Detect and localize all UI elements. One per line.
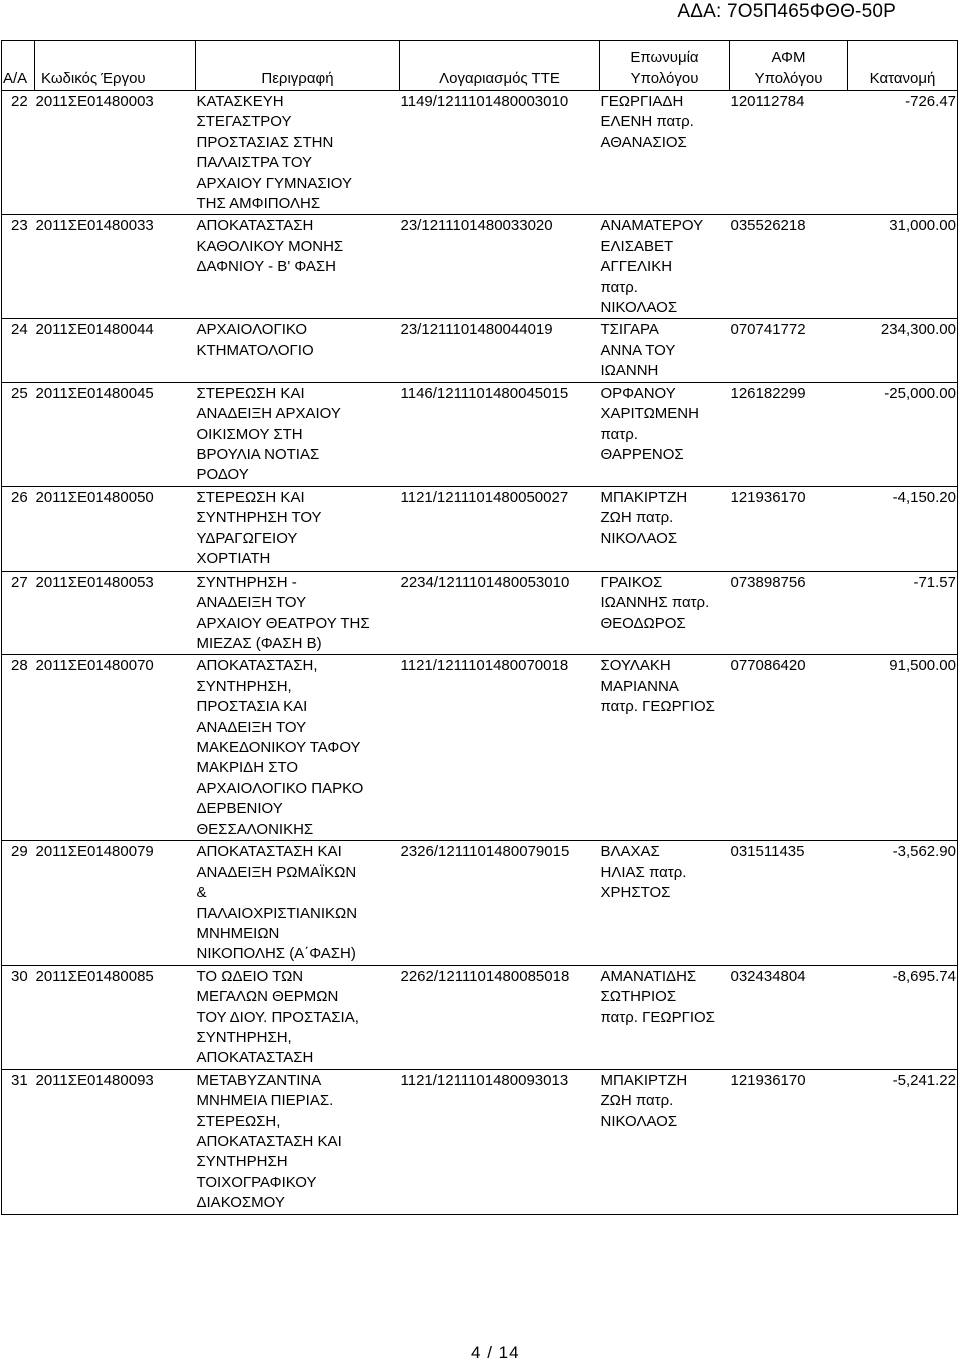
accountable-afm: 035526218	[730, 215, 848, 319]
row-number: 29	[2, 841, 35, 965]
tte-account: 2326/1211101480079015	[400, 841, 600, 965]
tte-account: 1121/1211101480093013	[400, 1069, 600, 1214]
project-description: ΑΠΟΚΑΤΑΣΤΑΣΗ ΚΑΘΟΛΙΚΟΥ ΜΟΝΗΣ ΔΑΦΝΙΟΥ - Β' ΦΑΣΗ	[196, 215, 400, 319]
tte-account: 2262/1211101480085018	[400, 965, 600, 1069]
accountable-afm: 070741772	[730, 319, 848, 382]
page-separator: /	[487, 1343, 493, 1362]
allocation-amount: 234,300.00	[848, 319, 958, 382]
page-total: 14	[498, 1343, 520, 1362]
project-code: 2011ΣΕ01480033	[35, 215, 196, 319]
accountable-name: ΓΡΑΙΚΟΣ ΙΩΑΝΝΗΣ πατρ. ΘΕΟΔΩΡΟΣ	[600, 571, 730, 655]
project-description: ΣΥΝΤΗΡΗΣΗ - ΑΝΑΔΕΙΞΗ ΤΟΥ ΑΡΧΑΙΟΥ ΘΕΑΤΡΟΥ ΤΗΣ ΜΙΕΖΑΣ (ΦΑΣΗ Β)	[196, 571, 400, 655]
table-row	[2, 571, 958, 655]
allocation-amount: -4,150.20	[848, 486, 958, 571]
allocation-amount: -5,241.22	[848, 1069, 958, 1214]
col-header-account: Λογαριασμός ΤΤΕ	[400, 41, 600, 91]
accountable-name: ΑΜΑΝΑΤΙΔΗΣ ΣΩΤΗΡΙΟΣ πατρ. ΓΕΩΡΓΙΟΣ	[600, 965, 730, 1069]
row-number: 31	[2, 1069, 35, 1214]
allocation-amount: -726.47	[848, 91, 958, 215]
accountable-afm: 121936170	[730, 1069, 848, 1214]
allocation-amount: -8,695.74	[848, 965, 958, 1069]
project-description: ΜΕΤΑΒΥΖΑΝΤΙΝΑ ΜΝΗΜΕΙΑ ΠΙΕΡΙΑΣ. ΣΤΕΡΕΩΣΗ, ΑΠΟΚΑΤΑΣΤΑΣΗ ΚΑΙ ΣΥΝΤΗΡΗΣΗ ΤΟΙΧΟΓΡΑΦΙΚΟΥ ΔΙΑΚΟΣΜΟΥ	[196, 1069, 400, 1214]
accountable-name: ΣΟΥΛΑΚΗ ΜΑΡΙΑΝΝΑ πατρ. ΓΕΩΡΓΙΟΣ	[600, 655, 730, 841]
header-row	[2, 41, 958, 91]
allocation-amount: -71.57	[848, 571, 958, 655]
accountable-name: ΟΡΦΑΝΟΥ ΧΑΡΙΤΩΜΕΝΗ πατρ. ΘΑΡΡΕΝΟΣ	[600, 382, 730, 486]
project-description: ΑΠΟΚΑΤΑΣΤΑΣΗ ΚΑΙ ΑΝΑΔΕΙΞΗ ΡΩΜΑΪΚΩΝ & ΠΑΛΑΙΟΧΡΙΣΤΙΑΝΙΚΩΝ ΜΝΗΜΕΙΩΝ ΝΙΚΟΠΟΛΗΣ (Α΄ΦΑΣΗ)	[196, 841, 400, 965]
table-body	[2, 91, 958, 1215]
project-description: ΚΑΤΑΣΚΕΥΗ ΣΤΕΓΑΣΤΡΟΥ ΠΡΟΣΤΑΣΙΑΣ ΣΤΗΝ ΠΑΛΑΙΣΤΡΑ ΤΟΥ ΑΡΧΑΙΟΥ ΓΥΜΝΑΣΙΟΥ ΤΗΣ ΑΜΦΙΠΟΛΗΣ	[196, 91, 400, 215]
table-row	[2, 486, 958, 571]
col-header-description: Περιγραφή	[196, 41, 400, 91]
accountable-afm: 031511435	[730, 841, 848, 965]
row-number: 25	[2, 382, 35, 486]
row-number: 22	[2, 91, 35, 215]
col-header-name	[600, 41, 730, 91]
accountable-name: ΜΠΑΚΙΡΤΖΗ ΖΩΗ πατρ. ΝΙΚΟΛΑΟΣ	[600, 1069, 730, 1214]
tte-account: 23/1211101480044019	[400, 319, 600, 382]
tte-account: 2234/1211101480053010	[400, 571, 600, 655]
project-code: 2011ΣΕ01480050	[35, 486, 196, 571]
row-number: 30	[2, 965, 35, 1069]
table-row	[2, 319, 958, 382]
project-code: 2011ΣΕ01480093	[35, 1069, 196, 1214]
tte-account: 23/1211101480033020	[400, 215, 600, 319]
page-current: 4	[471, 1343, 482, 1362]
project-code: 2011ΣΕ01480044	[35, 319, 196, 382]
allocation-table	[1, 40, 958, 1215]
accountable-afm: 077086420	[730, 655, 848, 841]
table-row	[2, 382, 958, 486]
table-row	[2, 655, 958, 841]
tte-account: 1146/1211101480045015	[400, 382, 600, 486]
project-code: 2011ΣΕ01480070	[35, 655, 196, 841]
project-code: 2011ΣΕ01480003	[35, 91, 196, 215]
project-code: 2011ΣΕ01480053	[35, 571, 196, 655]
table-row	[2, 91, 958, 215]
allocation-amount: -3,562.90	[848, 841, 958, 965]
table-row	[2, 965, 958, 1069]
project-description: ΑΡΧΑΙΟΛΟΓΙΚΟ ΚΤΗΜΑΤΟΛΟΓΙΟ	[196, 319, 400, 382]
accountable-afm: 120112784	[730, 91, 848, 215]
allocation-amount: 91,500.00	[848, 655, 958, 841]
project-code: 2011ΣΕ01480045	[35, 382, 196, 486]
accountable-name: ΜΠΑΚΙΡΤΖΗ ΖΩΗ πατρ. ΝΙΚΟΛΑΟΣ	[600, 486, 730, 571]
tte-account: 1121/1211101480050027	[400, 486, 600, 571]
project-description: ΣΤΕΡΕΩΣΗ ΚΑΙ ΣΥΝΤΗΡΗΣΗ ΤΟΥ ΥΔΡΑΓΩΓΕΙΟΥ ΧΟΡΤΙΑΤΗ	[196, 486, 400, 571]
row-number: 26	[2, 486, 35, 571]
accountable-afm: 032434804	[730, 965, 848, 1069]
table-row	[2, 1069, 958, 1214]
project-code: 2011ΣΕ01480079	[35, 841, 196, 965]
tte-account: 1149/1211101480003010	[400, 91, 600, 215]
col-header-amount: Κατανομή	[848, 41, 958, 91]
col-header-name-label: Επωνυμία Υπολόγου	[630, 48, 699, 87]
accountable-afm: 073898756	[730, 571, 848, 655]
row-number: 27	[2, 571, 35, 655]
table-row	[2, 215, 958, 319]
row-number: 23	[2, 215, 35, 319]
col-header-afm-label: ΑΦΜ Υπολόγου	[754, 48, 823, 87]
project-code: 2011ΣΕ01480085	[35, 965, 196, 1069]
row-number: 24	[2, 319, 35, 382]
project-description: ΣΤΕΡΕΩΣΗ ΚΑΙ ΑΝΑΔΕΙΞΗ ΑΡΧΑΙΟΥ ΟΙΚΙΣΜΟΥ ΣΤΗ ΒΡΟΥΛΙΑ ΝΟΤΙΑΣ ΡΟΔΟΥ	[196, 382, 400, 486]
accountable-afm: 126182299	[730, 382, 848, 486]
table-row	[2, 841, 958, 965]
ada-header: ΑΔΑ: 7Ο5Π465ΦΘΘ-50Ρ	[677, 1, 896, 22]
accountable-name: ΑΝΑΜΑΤΕΡΟΥ ΕΛΙΣΑΒΕΤ ΑΓΓΕΛΙΚΗ πατρ. ΝΙΚΟΛΑΟΣ	[600, 215, 730, 319]
accountable-name: ΓΕΩΡΓΙΑΔΗ ΕΛΕΝΗ πατρ. ΑΘΑΝΑΣΙΟΣ	[600, 91, 730, 215]
tte-account: 1121/1211101480070018	[400, 655, 600, 841]
col-header-aa: Α/Α	[2, 41, 35, 91]
allocation-amount: 31,000.00	[848, 215, 958, 319]
page-number	[471, 1343, 520, 1363]
accountable-afm: 121936170	[730, 486, 848, 571]
project-description: ΑΠΟΚΑΤΑΣΤΑΣΗ, ΣΥΝΤΗΡΗΣΗ, ΠΡΟΣΤΑΣΙΑ ΚΑΙ ΑΝΑΔΕΙΞΗ ΤΟΥ ΜΑΚΕΔΟΝΙΚΟΥ ΤΑΦΟΥ ΜΑΚΡΙΔΗ ΣΤΟ ΑΡΧΑΙΟΛΟΓΙΚΟ ΠΑΡΚΟ ΔΕΡΒΕΝΙΟΥ ΘΕΣΣΑΛΟΝΙΚΗΣ	[196, 655, 400, 841]
accountable-name: ΤΣΙΓΑΡΑ ΑΝΝΑ ΤΟΥ ΙΩΑΝΝΗ	[600, 319, 730, 382]
allocation-amount: -25,000.00	[848, 382, 958, 486]
row-number: 28	[2, 655, 35, 841]
col-header-code: Κωδικός Έργου	[35, 41, 196, 91]
project-description: ΤΟ ΩΔΕΙΟ ΤΩΝ ΜΕΓΑΛΩΝ ΘΕΡΜΩΝ ΤΟΥ ΔΙΟΥ. ΠΡΟΣΤΑΣΙΑ, ΣΥΝΤΗΡΗΣΗ, ΑΠΟΚΑΤΑΣΤΑΣΗ	[196, 965, 400, 1069]
col-header-afm	[730, 41, 848, 91]
accountable-name: ΒΛΑΧΑΣ ΗΛΙΑΣ πατρ. ΧΡΗΣΤΟΣ	[600, 841, 730, 965]
